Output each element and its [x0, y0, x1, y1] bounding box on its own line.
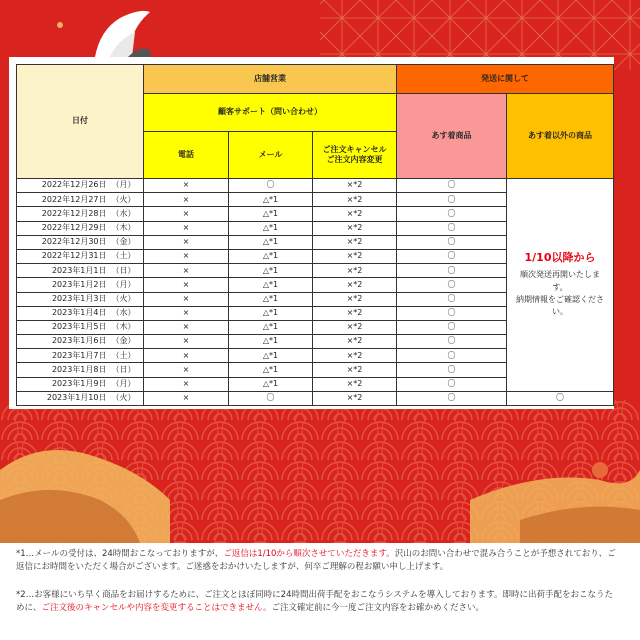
row-date: 2022年12月27日	[17, 193, 110, 207]
row-other: 〇	[507, 391, 614, 405]
row-next-day: 〇	[397, 264, 507, 278]
row-mail: △*1	[229, 292, 313, 306]
header-date: 日付	[17, 65, 144, 179]
resume-line3: い。	[552, 307, 568, 317]
footnote-2	[16, 589, 620, 615]
header-cancel-line1: ご注文キャンセル	[322, 144, 387, 154]
other-products-notice	[507, 179, 614, 392]
row-date: 2022年12月28日	[17, 207, 110, 221]
row-next-day: 〇	[397, 193, 507, 207]
resume-date: 1/10以降から	[524, 250, 596, 264]
footnote-2-text-a: *2…お客様にいち早く商品をお届けするために、ご注文とほぼ同時に24時間出荷手配をおこなうシステムを導入しております。即時に出荷手配をおこなうために、	[16, 590, 613, 613]
row-cancel: ×*2	[313, 249, 397, 263]
row-next-day: 〇	[397, 235, 507, 249]
table-row	[17, 391, 614, 405]
row-cancel: ×*2	[313, 193, 397, 207]
footnote-1-highlight: ご返信は1/10から順次させていただきます。	[223, 549, 395, 559]
row-mail: △*1	[229, 306, 313, 320]
footnotes	[0, 543, 640, 640]
row-phone: ×	[144, 320, 229, 334]
row-mail: △*1	[229, 235, 313, 249]
row-date: 2023年1月4日	[17, 306, 110, 320]
header-phone: 電話	[144, 132, 229, 179]
row-mail: 〇	[229, 391, 313, 405]
row-phone: ×	[144, 278, 229, 292]
row-phone: ×	[144, 335, 229, 349]
row-weekday: （火）	[110, 193, 144, 207]
row-weekday: （火）	[110, 391, 144, 405]
row-weekday: （金）	[110, 335, 144, 349]
row-cancel: ×*2	[313, 349, 397, 363]
row-phone: ×	[144, 193, 229, 207]
row-mail: △*1	[229, 264, 313, 278]
footnote-1	[16, 548, 620, 574]
row-phone: ×	[144, 207, 229, 221]
header-store: 店舗営業	[144, 65, 397, 94]
row-date: 2023年1月3日	[17, 292, 110, 306]
header-mail: メール	[229, 132, 313, 179]
row-mail: △*1	[229, 320, 313, 334]
row-mail: △*1	[229, 207, 313, 221]
row-next-day: 〇	[397, 179, 507, 193]
row-date: 2022年12月30日	[17, 235, 110, 249]
row-phone: ×	[144, 377, 229, 391]
row-weekday: （火）	[110, 292, 144, 306]
header-next-day: あす着商品	[397, 94, 507, 179]
footnote-2-text-b: ご注文確定前に今一度ご注文内容をお確かめください。	[271, 603, 485, 613]
row-next-day: 〇	[397, 377, 507, 391]
row-mail: △*1	[229, 221, 313, 235]
row-phone: ×	[144, 391, 229, 405]
row-cancel: ×*2	[313, 391, 397, 405]
row-date: 2022年12月26日	[17, 179, 110, 193]
row-cancel: ×*2	[313, 363, 397, 377]
row-mail: △*1	[229, 377, 313, 391]
row-cancel: ×*2	[313, 221, 397, 235]
footnote-1-text-b: 沢山のお問い合わせで混み合うことが予想されており、ご返信にお時間をいただく場合がございます。ご迷惑をおかけいたしますが、何卒ご理解の程お願い申し上げます。	[16, 549, 616, 572]
row-weekday: （木）	[110, 221, 144, 235]
row-next-day: 〇	[397, 306, 507, 320]
row-weekday: （水）	[110, 306, 144, 320]
row-next-day: 〇	[397, 292, 507, 306]
row-phone: ×	[144, 264, 229, 278]
row-date: 2023年1月7日	[17, 349, 110, 363]
row-weekday: （木）	[110, 320, 144, 334]
row-phone: ×	[144, 349, 229, 363]
row-phone: ×	[144, 292, 229, 306]
row-next-day: 〇	[397, 207, 507, 221]
row-phone: ×	[144, 306, 229, 320]
row-weekday: （日）	[110, 363, 144, 377]
row-cancel: ×*2	[313, 264, 397, 278]
row-date: 2023年1月6日	[17, 335, 110, 349]
row-date: 2023年1月9日	[17, 377, 110, 391]
row-date: 2023年1月10日	[17, 391, 110, 405]
row-mail: △*1	[229, 193, 313, 207]
row-next-day: 〇	[397, 320, 507, 334]
row-next-day: 〇	[397, 363, 507, 377]
row-mail: 〇	[229, 179, 313, 193]
row-phone: ×	[144, 235, 229, 249]
row-date: 2023年1月2日	[17, 278, 110, 292]
row-next-day: 〇	[397, 349, 507, 363]
row-date: 2022年12月29日	[17, 221, 110, 235]
row-phone: ×	[144, 249, 229, 263]
row-weekday: （水）	[110, 207, 144, 221]
row-phone: ×	[144, 221, 229, 235]
footnote-2-highlight: ご注文後のキャンセルや内容を変更することはできません。	[41, 603, 272, 613]
row-mail: △*1	[229, 335, 313, 349]
row-mail: △*1	[229, 278, 313, 292]
row-next-day: 〇	[397, 221, 507, 235]
header-cancel	[313, 132, 397, 179]
row-next-day: 〇	[397, 249, 507, 263]
row-weekday: （月）	[110, 278, 144, 292]
header-customer-support: 顧客サポート（問い合わせ）	[144, 94, 397, 132]
row-mail: △*1	[229, 363, 313, 377]
row-cancel: ×*2	[313, 278, 397, 292]
row-cancel: ×*2	[313, 320, 397, 334]
row-date: 2022年12月31日	[17, 249, 110, 263]
row-cancel: ×*2	[313, 306, 397, 320]
row-next-day: 〇	[397, 391, 507, 405]
row-weekday: （月）	[110, 377, 144, 391]
row-next-day: 〇	[397, 278, 507, 292]
table-row	[17, 179, 614, 193]
row-cancel: ×*2	[313, 292, 397, 306]
row-cancel: ×*2	[313, 335, 397, 349]
resume-line2: 納期情報をご確認くださ	[516, 295, 604, 305]
holiday-schedule-table	[16, 64, 614, 406]
row-mail: △*1	[229, 349, 313, 363]
resume-line1: 順次発送再開いたします。	[520, 270, 600, 292]
footnote-1-text-a: *1…メールの受付は、24時間おこなっておりますが、	[16, 549, 224, 559]
row-date: 2023年1月8日	[17, 363, 110, 377]
row-weekday: （日）	[110, 264, 144, 278]
row-next-day: 〇	[397, 335, 507, 349]
header-other-products: あす着以外の商品	[507, 94, 614, 179]
row-cancel: ×*2	[313, 377, 397, 391]
header-cancel-line2: ご注文内容変更	[326, 155, 383, 164]
row-weekday: （金）	[110, 235, 144, 249]
header-shipping: 発送に関して	[397, 65, 614, 94]
row-weekday: （土）	[110, 349, 144, 363]
row-mail: △*1	[229, 249, 313, 263]
row-phone: ×	[144, 363, 229, 377]
row-weekday: （土）	[110, 249, 144, 263]
row-cancel: ×*2	[313, 235, 397, 249]
row-phone: ×	[144, 179, 229, 193]
row-cancel: ×*2	[313, 207, 397, 221]
row-weekday: （月）	[110, 179, 144, 193]
row-cancel: ×*2	[313, 179, 397, 193]
row-date: 2023年1月5日	[17, 320, 110, 334]
row-date: 2023年1月1日	[17, 264, 110, 278]
